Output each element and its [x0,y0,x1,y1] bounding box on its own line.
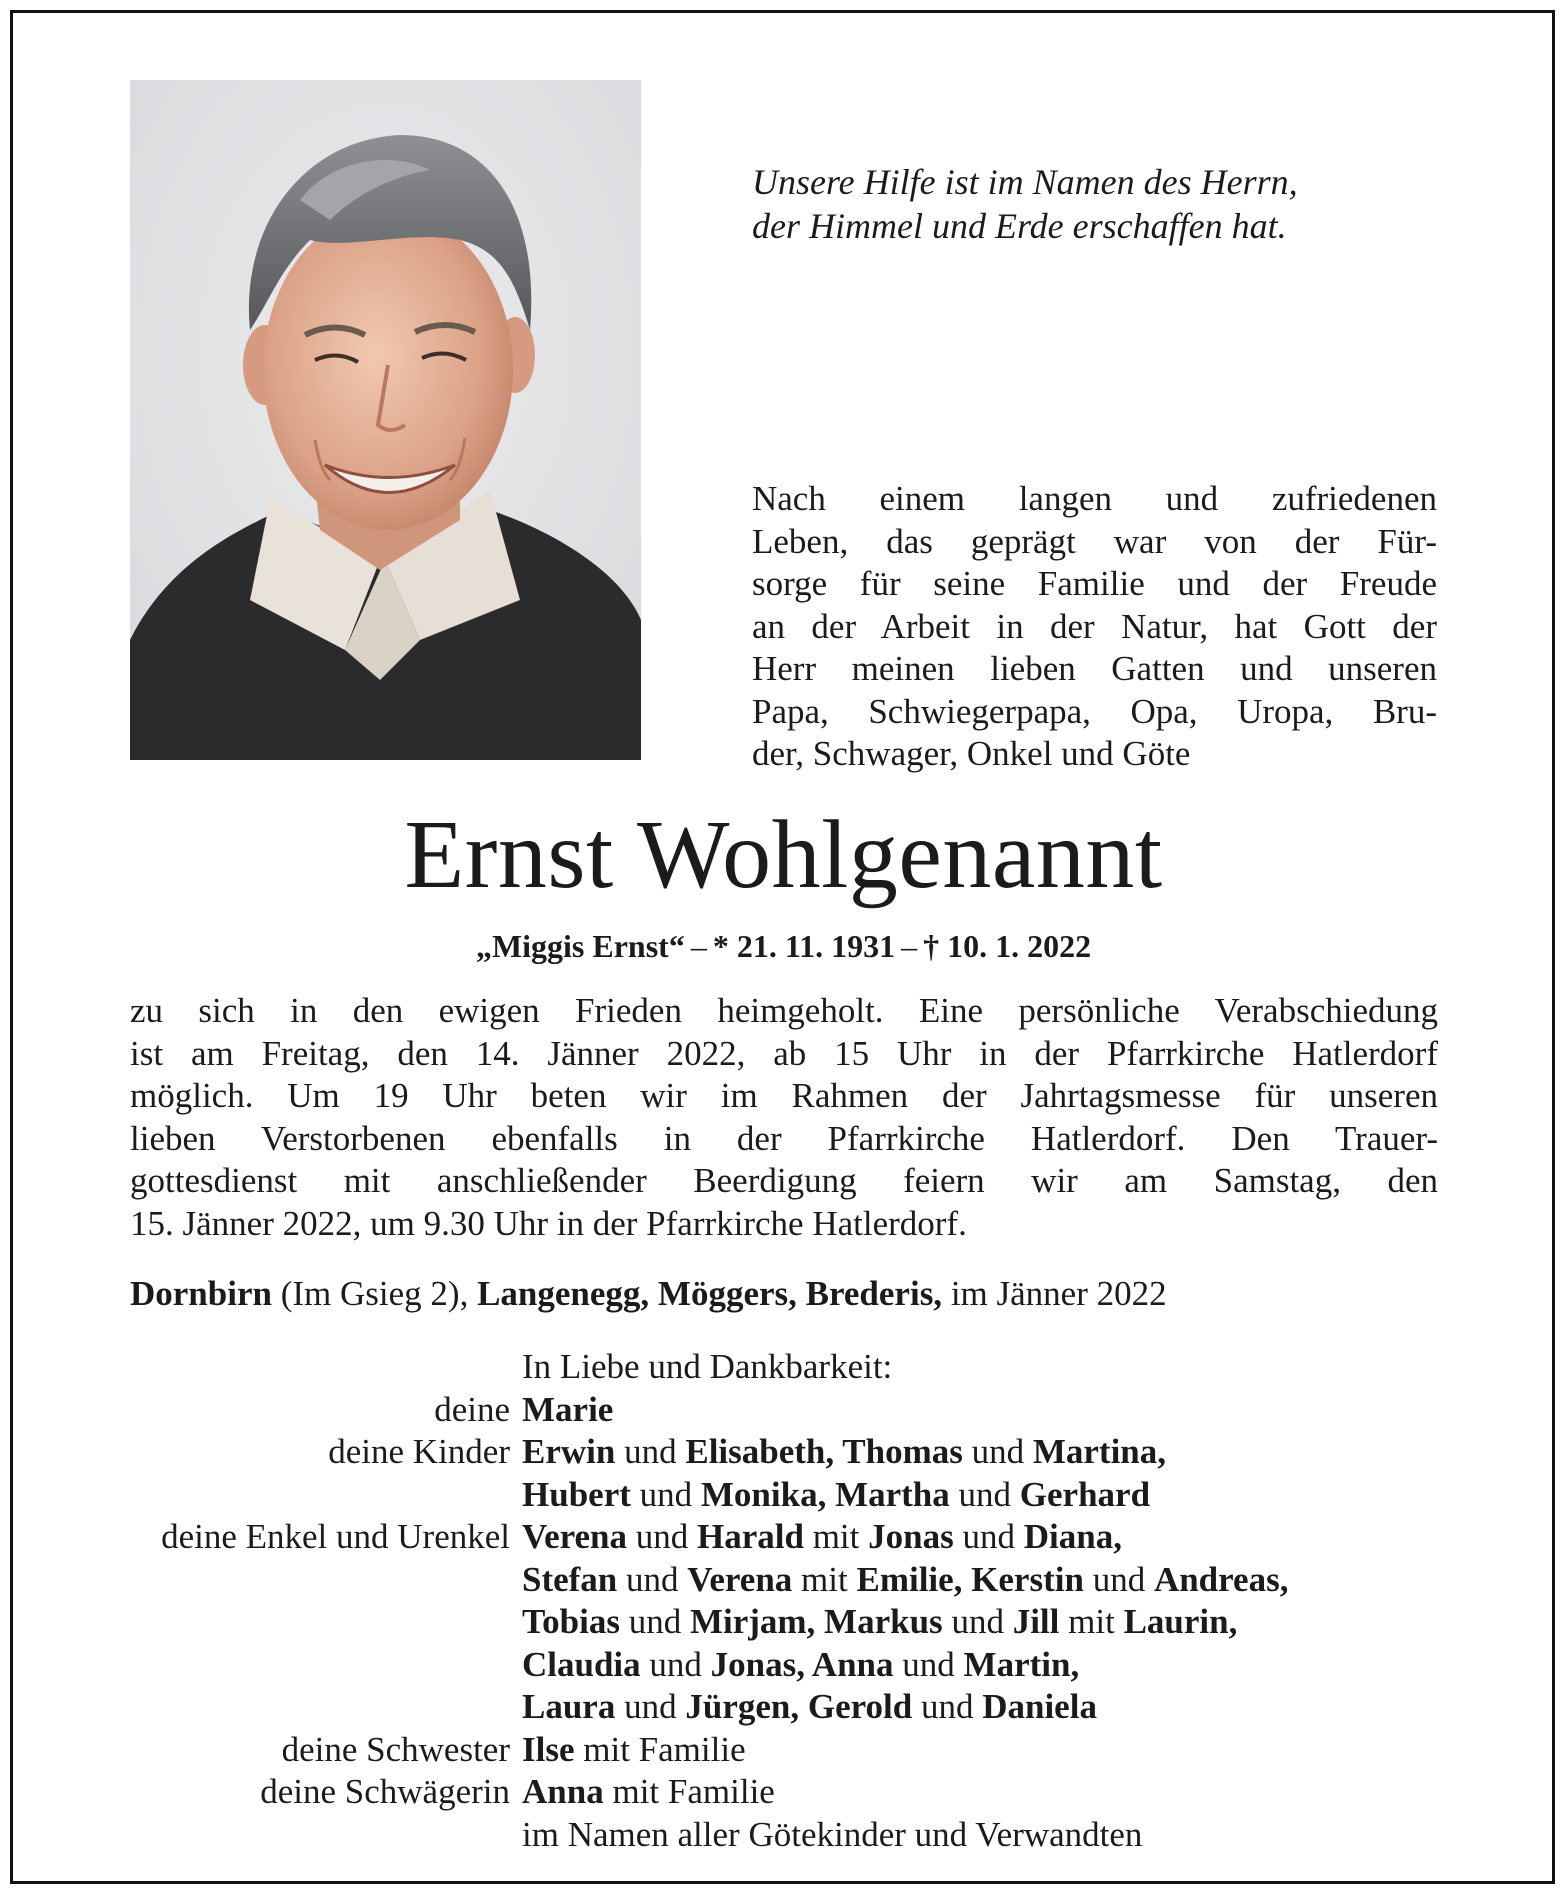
separator: – [901,928,918,964]
life-dates [0,926,1567,966]
mourner-names [522,1686,1097,1729]
intro-line: Papa, Schwiegerpapa, Opa, Uropa, Bru- [752,691,1437,731]
place-and-date [130,1272,1460,1316]
quote-line: der Himmel und Erde erschaffen hat. [752,206,1287,246]
relation-label: deine Schwägerin [260,1772,510,1811]
connector-text: und [615,1687,686,1726]
connector-text: und [953,1517,1024,1556]
bible-quote [752,160,1452,248]
place-others: Langenegg, Möggers, Brederis, [477,1274,943,1313]
connector-text: und [630,1474,701,1514]
mourner-row [50,1686,1510,1729]
mourner-name: Harald [697,1517,804,1556]
relation-label [50,1644,522,1687]
connector-text: mit Familie [574,1729,746,1769]
relation-label: deine [434,1389,510,1429]
connector-text: mit [1059,1602,1124,1641]
mourner-row [50,1814,1510,1857]
relation-label [50,1686,522,1729]
connector-text: mit [792,1559,857,1599]
mourner-name: Laurin, [1123,1602,1238,1641]
body-line: möglich. Um 19 Uhr beten wir im Rahmen der Jahrtagsmesse für unseren [130,1076,1438,1115]
body-line: lieben Verstorbenen ebenfalls in der Pfarrkirche Hatlerdorf. Den Trauer- [130,1118,1438,1158]
connector-text: und [893,1644,964,1684]
intro-line: Herr meinen lieben Gatten und unseren [752,649,1437,688]
connector-text: und [912,1687,983,1726]
relation-label [50,1474,522,1517]
mourner-name: Verena [687,1559,793,1599]
mourner-rows [50,1389,1510,1857]
relation-label: deine Kinder [328,1432,510,1471]
intro-paragraph [752,478,1437,776]
mourners-heading: In Liebe und Dankbarkeit: [522,1347,893,1386]
separator: – [690,928,707,964]
mourner-names [522,1559,1288,1602]
mourner-name: Jonas, Anna [710,1644,894,1684]
connector-text: und [619,1602,690,1641]
mourner-name: Marie [522,1389,614,1429]
intro-line: Nach einem langen und zufriedenen [752,479,1437,518]
death-date: † 10. 1. 2022 [923,928,1092,964]
connector-text: und [615,1432,686,1471]
connector-text: und [1083,1559,1154,1599]
mourner-names [522,1601,1237,1644]
mourner-name: Ilse [522,1729,575,1769]
nickname: „Miggis Ernst“ [475,928,685,964]
mourner-name: Claudia [522,1644,641,1684]
birth-date: * 21. 11. 1931 [712,928,896,964]
mourner-names [522,1516,1122,1559]
mourner-name: Jürgen, Gerold [685,1687,913,1726]
mourner-name: Laura [522,1687,616,1726]
intro-line: sorge für seine Familie und der Freude [752,564,1437,603]
body-line: gottesdienst mit anschließender Beerdigung feiern wir am Samstag, den [130,1161,1438,1200]
intro-line: Leben, das geprägt war von der Für- [752,521,1437,561]
mourner-names [522,1431,1166,1474]
connector-text: und [627,1517,697,1556]
mourner-name: Emilie, Kerstin [856,1559,1084,1599]
place-address: (Im Gsieg 2), [271,1274,478,1313]
connector-text: und [617,1559,688,1599]
mourner-row [50,1601,1510,1644]
mourner-names [522,1644,1079,1687]
mourner-row [50,1559,1510,1602]
relation-label [50,1559,522,1602]
mourner-name: Daniela [982,1687,1097,1726]
mourner-name: Andreas, [1153,1559,1289,1599]
mourner-name: Tobias [522,1602,620,1641]
mourner-name: Verena [522,1517,627,1556]
relation-label [50,1814,522,1857]
mourner-name: Monika, Martha [700,1474,950,1514]
mourner-name: Jonas [868,1517,954,1556]
mourner-names [522,1389,613,1432]
place-city: Dornbirn [130,1274,272,1313]
mourner-names [522,1814,1142,1857]
mourner-name: Gerhard [1019,1474,1151,1514]
mourner-row [50,1474,1510,1517]
quote-line: Unsere Hilfe ist im Namen des Herrn, [752,162,1298,202]
mourner-row [50,1771,1510,1814]
body-line: zu sich in den ewigen Frieden heimgeholt. Eine persönliche Verabschiedung [130,991,1438,1030]
mourner-row [50,1516,1510,1559]
mourner-name: Diana, [1023,1517,1122,1556]
mourner-name: Jill [1012,1602,1060,1641]
mourner-name: Hubert [522,1474,631,1514]
mourner-name: Mirjam, Markus [689,1602,943,1641]
relation-label [50,1601,522,1644]
mourner-name: Martina, [1032,1432,1167,1471]
connector-text: und [949,1474,1020,1514]
intro-line: an der Arbeit in der Natur, hat Gott der [752,606,1437,646]
connector-text: mit Familie [603,1772,775,1811]
connector-text: mit [803,1517,869,1556]
mourner-row [50,1431,1510,1474]
mourner-row [50,1389,1510,1432]
relation-label: deine Enkel und Urenkel [161,1517,510,1556]
mourners-list [50,1346,1510,1856]
connector-text: und [942,1602,1013,1641]
portrait-photo [130,80,641,760]
portrait-illustration [130,80,641,760]
body-line: 15. Jänner 2022, um 9.30 Uhr in der Pfarrkirche Hatlerdorf. [130,1203,967,1243]
mourner-name: Anna [522,1772,604,1811]
mourner-name: Elisabeth, Thomas [685,1432,963,1471]
mourner-name: Stefan [522,1559,618,1599]
deceased-name: Ernst Wohlgenannt [404,801,1163,909]
mourner-row [50,1644,1510,1687]
notice-date: im Jänner 2022 [942,1274,1167,1313]
mourner-names [522,1771,775,1814]
connector-text: und [640,1644,711,1684]
mourner-row [50,1729,1510,1772]
mourner-names [522,1474,1150,1517]
relation-label: deine Schwester [281,1729,510,1769]
connector-text: und [962,1432,1033,1471]
funeral-details [130,990,1438,1245]
body-line: ist am Freitag, den 14. Jänner 2022, ab 15 Uhr in der Pfarrkirche Hatlerdorf [130,1033,1438,1073]
connector-text: im Namen aller Götekinder und Verwandten [522,1814,1143,1854]
mourners-heading-row [50,1346,1510,1389]
mourner-name: Martin, [963,1644,1080,1684]
mourner-names [522,1729,746,1772]
mourner-name: Erwin [522,1432,616,1471]
intro-line: der, Schwager, Onkel und Göte [752,734,1191,773]
